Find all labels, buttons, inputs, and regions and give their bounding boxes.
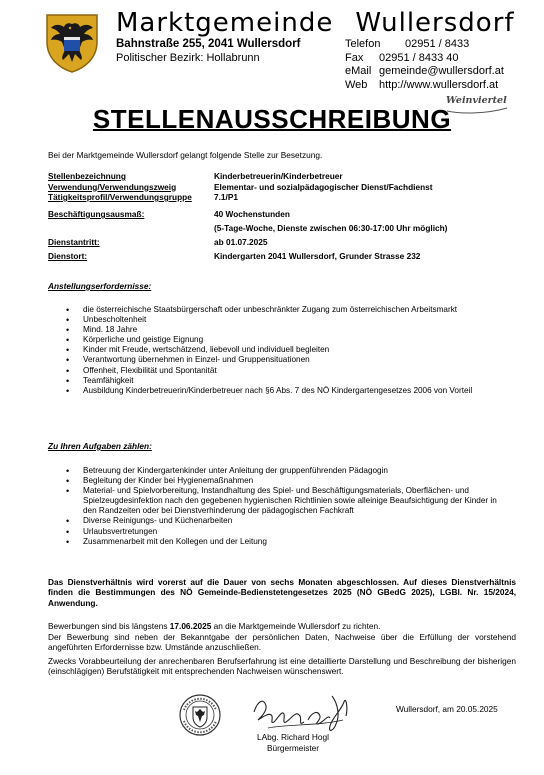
list-item: • Begleitung der Kinder bei Hygienemaßnahmen xyxy=(66,476,511,486)
coat-of-arms-eagle-icon xyxy=(43,12,101,74)
handwritten-signature-icon xyxy=(248,690,358,738)
weinviertel-logo: Weinviertel xyxy=(446,95,507,106)
list-item: • Unbescholtenheit xyxy=(66,315,511,325)
signer-block xyxy=(254,732,332,754)
application-documents: Der Bewerbung sind neben der Bekanntgabe der persönlichen Daten, Nachweise über die Erfüllung der vorstehend angeführten Erfordernisse bzw. Umstände anzuschließen. xyxy=(48,632,516,653)
address: Bahnstraße 255, 2041 Wullersdorf xyxy=(116,38,301,50)
list-item: • Urlaubsvertretungen xyxy=(66,527,511,537)
contact-email: eMail gemeinde@wullersdorf.at xyxy=(345,65,504,77)
list-item: • Zusammenarbeit mit den Kollegen und der Leitung xyxy=(66,537,511,547)
list-item: • Kinder mit Freude, wertschätzend, liebevoll und individuell begleiten xyxy=(66,345,511,355)
place-date: Wullersdorf, am 20.05.2025 xyxy=(396,704,498,714)
list-item: • Betreuung der Kindergartenkinder unter Anleitung der gruppenführenden Pädagogin xyxy=(66,466,511,476)
tasks-heading: Zu Ihren Aufgaben zählen: xyxy=(48,441,152,451)
municipal-seal-icon xyxy=(178,692,222,738)
list-item: • Teamfähigkeit xyxy=(66,376,511,386)
experience-note: Zwecks Vorabbeurteilung der anrechenbaren Berufserfahrung ist eine detaillierte Darstellung und Beschreibung der bisherigen (einschlägigen) Berufstätigkeit mit entsprechenden Nachweisen wünschenswert. xyxy=(48,656,516,677)
list-item: • Offenheit, Flexibilität und Spontanität xyxy=(66,366,511,376)
list-item: • Verantwortung übernehmen in Einzel- und Gruppensituationen xyxy=(66,355,511,365)
requirements-list xyxy=(66,305,511,396)
municipality-title: Marktgemeinde Wullersdorf xyxy=(116,8,515,38)
contact-phone: Telefon 02951 / 8433 xyxy=(345,38,470,50)
application-deadline: Bewerbungen sind bis längstens 17.06.2025 an die Marktgemeinde Wullersdorf zu richten. xyxy=(48,621,381,631)
list-item: • Material- und Spielvorbereitung, Instandhaltung des Spiel- und Beschäftigungsmaterials, Oberflächen- und Spielzeugdesinfektion nach den gegebenen hygienischen Richtlinien sowie alleinige Beaufsichtigung der Kinder in den Randzeiten oder bei Dienstverhinderung der pädagogischen Fachkraft xyxy=(66,486,511,516)
contact-fax: Fax 02951 / 8433 40 xyxy=(345,51,459,64)
list-item: • Körperliche und geistige Eignung xyxy=(66,335,511,345)
signer-name: LAbg. Richard Hogl xyxy=(257,732,329,742)
intro-text: Bei der Marktgemeinde Wullersdorf gelangt folgende Stelle zur Besetzung. xyxy=(48,150,323,160)
job-posting-document: Marktgemeinde Wullersdorf Bahnstraße 255, 2041 Wullersdorf Politischer Bezirk: Hollabrunn Telefon 02951 / 8433 Fax 02951 / 8433 40 eMail gemeinde@wullersdorf.at Web http://www.wullersdorf.at Weinviertel STELLENAUSSCHREIBUNG Bei der Marktgemeinde Wullersdorf gelangt folgende Stelle zur Besetzung. Stellenbezeichnung Kinderbetreuerin/Kinderbetreuer Verwendung/Verwendungszweig Elementar- und sozialpädagogischer Dienst/Fachdienst Tätigkeitsprofil/Verwendungsgruppe 7.1/P1 Beschäftigungsausmaß: 40 Wochenstunden (5-Tage-Woche, Dienste zwischen 06:30-17:00 Uhr möglich) Dienstantritt: ab 01.07.2025 Dienstort: Kindergarten 2041 Wullersdorf, Grunder Strasse 232 Anstellungserfordernisse: • die österreichische Staatsbürgerschaft oder unbeschränkter Zugang zum österreichischen Arbeitsmarkt • Unbescholtenheit • Mind. 18 Jahre • Körperliche und geistige Eignung • Kinder mit Freude, wertschätzend, liebevoll und individuell begleiten • Verantwortung übernehmen in Einzel- und Gruppensituationen • Offenheit, Flexibilität und Spontanität • Teamfähigkeit • Ausbildung Kinderbetreuerin/Kinderbetreuer nach §6 Abs. 7 des NÖ Kindergartengesetzes 2006 von Vorteil Zu Ihren Aufgaben zählen: • Betreuung der Kindergartenkinder unter Anleitung der gruppenführenden Pädagogin • Begleitung der Kinder bei Hygienemaßnahmen • Material- und Spielvorbereitung, Instandhaltung des Spiel- und Beschäftigungsmaterials, Oberflächen- und Spielzeugdesinfektion nach den gegebenen hygienischen Richtlinien sowie alleinige Beaufsichtigung der Kinder in den Randzeiten oder bei Dienstverhinderung der pädagogischen Fachkraft • Diverse Reinigungs- und Küchenarbeiten • Urlaubsvertretungen • Zusammenarbeit mit den Kollegen und der Leitung Das Dienstverhältnis wird vorerst auf die Dauer von sechs Monaten abgeschlossen. Auf dieses Dienstverhältnis finden die Bestimmungen des NÖ Gemeinde-Bedienstetengesetzes 2025 (NÖ GBedG 2025), LGBl. Nr. 15/2024, Anwendung. Bewerbungen sind bis längstens 17.06.2025 an die Marktgemeinde Wullersdorf zu richten. Der Bewerbung sind neben der Bekanntgabe der persönlichen Daten, Nachweise über die Erfüllung der vorstehend angeführten Erfordernisse bzw. Umstände anzuschließen. Zwecks Vorabbeurteilung der anrechenbaren Berufserfahrung ist eine detaillierte Darstellung und Beschreibung der bisherigen (einschlägigen) Berufstätigkeit mit entsprechenden Nachweisen wünschenswert. Wullersdorf, am 20.05.2025 LAbg. Richard Hogl Bürgermeister xyxy=(0,0,544,775)
employment-terms: Das Dienstverhältnis wird vorerst auf die Dauer von sechs Monaten abgeschlossen. Auf dieses Dienstverhältnis finden die Bestimmungen des NÖ Gemeinde-Bedienstetengesetzes 2025 (NÖ GBedG 2025), LGBl. Nr. 15/2024, Anwendung. xyxy=(48,577,516,608)
list-item: • Diverse Reinigungs- und Küchenarbeiten xyxy=(66,516,511,526)
tasks-list xyxy=(66,466,511,547)
contact-web: Web http://www.wullersdorf.at xyxy=(345,78,499,91)
district: Politischer Bezirk: Hollabrunn xyxy=(116,52,260,64)
requirements-heading: Anstellungserfordernisse: xyxy=(48,281,152,291)
document-title: STELLENAUSSCHREIBUNG xyxy=(92,104,452,134)
list-item: • die österreichische Staatsbürgerschaft oder unbeschränkter Zugang zum österreichischen Arbeitsmarkt xyxy=(66,305,511,315)
list-item: • Ausbildung Kinderbetreuerin/Kinderbetreuer nach §6 Abs. 7 des NÖ Kindergartengesetzes 2006 von Vorteil xyxy=(66,386,511,396)
signer-title: Bürgermeister xyxy=(266,743,320,753)
list-item: • Mind. 18 Jahre xyxy=(66,325,511,335)
contact-block xyxy=(345,38,504,92)
